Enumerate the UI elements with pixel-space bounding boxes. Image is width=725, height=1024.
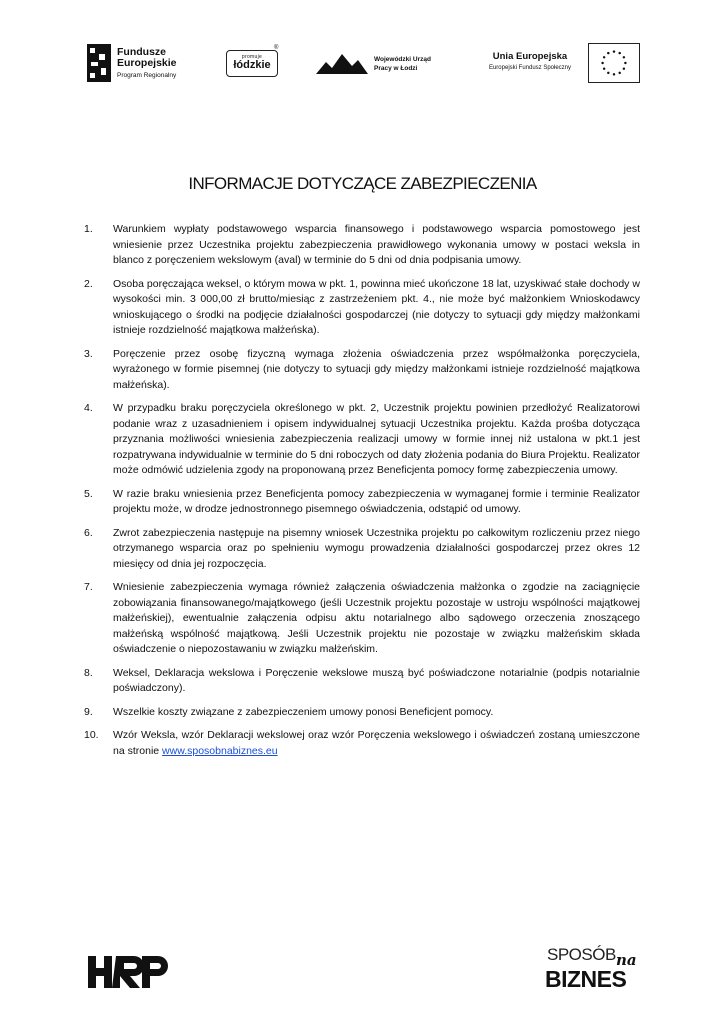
ue-line1: Unia Europejska	[492, 51, 568, 62]
item-number: 7.	[84, 581, 93, 593]
item-text: W przypadku braku poręczyciela określonego w pkt. 2, Uczestnik projektu powinien przedłożyć Realizatorowi podanie wraz z uzasadnieniem i opisem indywidualnej sytuacji Uczestnika projektu. Każda prośba dotycząca przyznania możliwości wniesienia zabezpieczenia realizacji umowy w formie innej niż ustalona w pkt.1 jest rozpatrywana indywidualnie w terminie do 5 dni roboczych od daty złożenia podania do Biura Projektu. Realizator może odmówić udzielenia zgody na proponowaną przez Beneficjenta pomocy formę zabezpieczenia umowy.	[113, 402, 640, 476]
snb-line1: SPOSÓB	[547, 945, 616, 964]
list-item	[84, 526, 640, 573]
item-text: Wzór Weksla, wzór Deklaracji wekslowej oraz wzór Poręczenia wekslowego i oświadczeń zostaną umieszczone na stronie	[113, 729, 640, 757]
item-text: Weksel, Deklaracja wekslowa i Poręczenie wekslowe muszą być poświadczone notarialnie (podpis notarialnie poświadczony).	[113, 666, 640, 694]
item-number: 8.	[84, 666, 93, 679]
list-item	[84, 401, 640, 479]
wup-lodz-logo	[316, 50, 456, 80]
item-number: 5.	[84, 487, 93, 500]
list-item	[84, 347, 640, 394]
lodz-small: promuje	[241, 54, 263, 60]
fundusze-europejskie-logo	[85, 42, 195, 86]
item-number: 9.	[84, 705, 93, 718]
list-item	[84, 487, 640, 518]
website-link[interactable]: www.sposobnabiznes.eu	[162, 744, 278, 757]
item-text: Poręczenie przez osobę fizyczną wymaga złożenia oświadczenia przez współmałżonka poręczyciela, wyrażonego w formie pisemnej (nie dotyczy to sytuacji gdy między małżonkami istnieje rozdzielność majątkowa małżeńska).	[113, 347, 640, 391]
list-item	[84, 580, 640, 658]
snb-na: na	[616, 951, 637, 969]
lodz-big: łódzkie	[233, 59, 271, 71]
snb-line2: BIZNES	[545, 966, 627, 992]
promuje-lodzkie-logo	[226, 50, 278, 77]
list-item	[84, 277, 640, 339]
wup-line1: Wojewódzki Urząd	[374, 56, 431, 63]
registered-mark: ®	[274, 45, 279, 51]
wup-line2: Pracy w Łodzi	[374, 65, 418, 72]
wup-mark-icon	[316, 52, 368, 76]
item-number: 6.	[84, 526, 93, 539]
conditions-list	[84, 222, 640, 767]
eu-flag-icon	[588, 43, 640, 83]
sposob-na-biznes-logo	[545, 945, 645, 995]
unia-europejska-logo	[478, 43, 641, 85]
hrp-logo	[86, 952, 168, 992]
item-number: 4.	[84, 402, 93, 414]
item-number: 3.	[84, 347, 93, 360]
list-item	[84, 728, 640, 759]
hrp-logo-icon	[86, 952, 168, 992]
item-text: Wszelkie koszty związane z zabezpieczeniem umowy ponosi Beneficjent pomocy.	[113, 705, 494, 718]
item-number: 10.	[84, 729, 99, 741]
fe-line3: Program Regionalny	[117, 72, 177, 79]
fundusze-europejskie-mark-icon	[85, 42, 113, 84]
page-title: INFORMACJE DOTYCZĄCE ZABEZPIECZENIA	[188, 174, 537, 193]
item-text: Zwrot zabezpieczenia następuje na pisemny wniosek Uczestnika projektu po całkowitym rozliczeniu przez niego otrzymanego wsparcia oraz po spełnieniu wymogu prowadzenia działalności gospodarczej przez okres 12 miesięcy od dnia jej rozpoczęcia.	[113, 526, 640, 570]
fe-line1: Fundusze	[117, 46, 166, 58]
item-text: W razie braku wniesienia przez Beneficjenta pomocy zabezpieczenia w wymaganej formie i terminie Realizator projektu może, w drodze jednostronnego pisemnego oświadczenia, odstąpić od umowy.	[113, 487, 640, 515]
list-item	[84, 666, 640, 697]
item-text: Osoba poręczająca weksel, o którym mowa w pkt. 1, powinna mieć ukończone 18 lat, uzyskiwać stałe dochody w wysokości min. 3 000,00 zł brutto/miesiąc z zastrzeżeniem pkt. 4., nie może być małżonkiem Wnioskodawcy wnioskującego o środki na podjęcie działalności gospodarczej (nie dotyczy to sytuacji gdy między małżonkami istnieje rozdzielność majątkowa małżeńska).	[113, 277, 640, 336]
fe-line2: Europejskie	[117, 57, 177, 69]
logo-bar	[80, 40, 645, 90]
item-text: Warunkiem wypłaty podstawowego wsparcia finansowego i podstawowego wsparcia pomostowego jest wniesienie przez Uczestnika projektu zabezpieczenia prawidłowego wykonania umowy w postaci weksla in blanco z poręczeniem wekslowym (aval) w terminie do 5 dni od dnia podpisania umowy.	[113, 223, 640, 266]
item-number: 2.	[84, 277, 93, 290]
item-text: Wniesienie zabezpieczenia wymaga również załączenia oświadczenia małżonka o zgodzie na zaciągnięcie zobowiązania finansowanego/majątkowego (jeśli Uczestnik projektu pozostaje w ustroju wspólności majątkowej małżeńskiej), ewentualnie załączenia odpisu aktu notarialnego albo sądowego orzeczenia znoszącego małżeńską wspólność majątkową. Jeśli Uczestnik projektu nie pozostaje w związku małżeńskim składa oświadczenie o niepozostawaniu w związku małżeńskim.	[113, 581, 640, 655]
item-number: 1.	[84, 223, 93, 235]
list-item	[84, 222, 640, 269]
list-item	[84, 705, 640, 721]
ue-line2: Europejski Fundusz Społeczny	[488, 65, 572, 71]
